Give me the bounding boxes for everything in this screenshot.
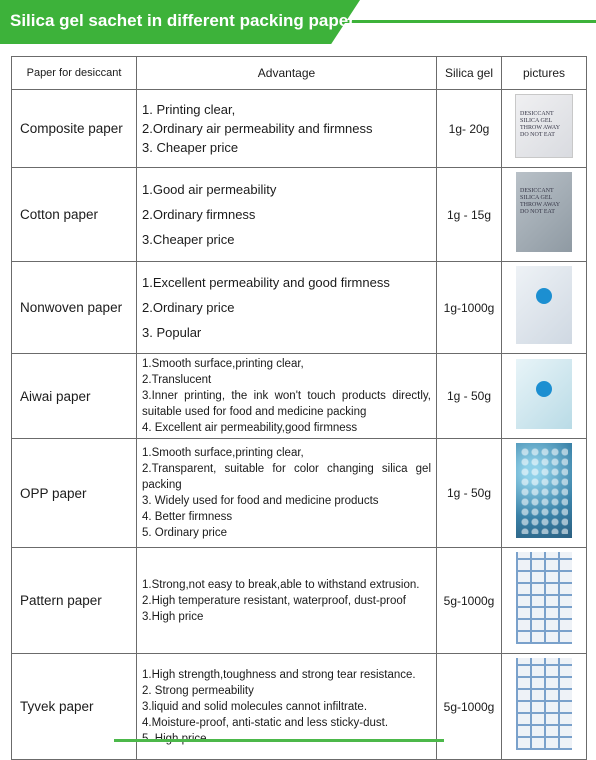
- advantage-item: 1.Smooth surface,printing clear,: [142, 358, 304, 370]
- picture-cell: [502, 262, 587, 354]
- advantage-item: 3.High price: [142, 610, 204, 623]
- sachet-label: DESICCANT SILICA GEL THROW AWAY DO NOT EAT: [520, 188, 561, 215]
- paper-name: OPP paper: [12, 439, 137, 548]
- page-title: Silica gel sachet in different packing paper: [10, 11, 355, 30]
- packing-paper-table: [11, 56, 587, 760]
- advantage-cell: [137, 168, 437, 262]
- table-row: [12, 548, 587, 654]
- print-pattern: [516, 552, 572, 644]
- bottom-green-line: [114, 739, 444, 742]
- silica-gel-range: 1g-1000g: [437, 262, 502, 354]
- advantage-item: 2. Strong permeability: [142, 684, 254, 697]
- advantage-item: 3.Inner printing, the ink won't touch products directly, suitable used for food and medicine packing: [142, 390, 431, 418]
- paper-name: Cotton paper: [12, 168, 137, 262]
- paper-name: Nonwoven paper: [12, 262, 137, 354]
- table-row: [12, 168, 587, 262]
- advantage-item: 5. Ordinary price: [142, 527, 228, 539]
- picture-cell: [502, 548, 587, 654]
- picture-cell: [502, 90, 587, 168]
- paper-name: Composite paper: [12, 90, 137, 168]
- paper-name: Pattern paper: [12, 548, 137, 654]
- silica-beads-pattern: [520, 447, 568, 534]
- cotton-sachet-image: [516, 172, 572, 252]
- advantage-item: 3.liquid and solid molecules cannot infiltrate.: [142, 700, 368, 713]
- advantage-cell: [137, 354, 437, 439]
- picture-cell: [502, 439, 587, 548]
- nonwoven-sachet-image: [516, 266, 572, 344]
- advantage-item: 2.High temperature resistant, waterproof, dust-proof: [142, 594, 406, 607]
- advantage-item: 2.Ordinary price: [142, 300, 235, 315]
- table-row: [12, 262, 587, 354]
- silica-gel-range: 1g - 15g: [437, 168, 502, 262]
- advantage-item: 1.Excellent permeability and good firmness: [142, 275, 390, 290]
- banner-line: [330, 20, 596, 23]
- silica-gel-range: 5g-1000g: [437, 654, 502, 760]
- silica-gel-range: 1g - 50g: [437, 354, 502, 439]
- advantage-item: 3. Cheaper price: [142, 140, 239, 155]
- advantage-item: 3. Popular: [142, 325, 202, 340]
- print-pattern: [516, 658, 572, 750]
- picture-cell: [502, 354, 587, 439]
- advantage-cell: [137, 548, 437, 654]
- table-row: [12, 90, 587, 168]
- advantage-item: 4. Better firmness: [142, 511, 233, 523]
- advantage-item: 4. Excellent air permeability,good firmness: [142, 422, 358, 434]
- brand-logo-icon: [536, 288, 552, 304]
- advantage-item: 1. Printing clear,: [142, 102, 236, 117]
- opp-sachet-image: [516, 443, 572, 538]
- advantage-item: 1.Smooth surface,printing clear,: [142, 447, 304, 459]
- brand-logo-icon: [536, 381, 552, 397]
- advantage-item: 3. Widely used for food and medicine products: [142, 495, 379, 507]
- aiwai-sachet-image: [516, 359, 572, 429]
- silica-gel-range: 1g - 50g: [437, 439, 502, 548]
- advantage-cell: [137, 90, 437, 168]
- advantage-item: 3.Cheaper price: [142, 232, 235, 247]
- paper-name: Tyvek paper: [12, 654, 137, 760]
- silica-gel-range: 5g-1000g: [437, 548, 502, 654]
- header-silica-gel: Silica gel: [437, 57, 502, 90]
- tyvek-sachet-image: [516, 658, 572, 750]
- advantage-item: 1.Strong,not easy to break,able to withstand extrusion.: [142, 578, 420, 591]
- paper-name: Aiwai paper: [12, 354, 137, 439]
- advantage-item: 4.Moisture-proof, anti-static and less sticky-dust.: [142, 716, 389, 729]
- advantage-item: 2.Ordinary air permeability and firmness: [142, 121, 373, 136]
- picture-cell: [502, 168, 587, 262]
- header-advantage: Advantage: [137, 57, 437, 90]
- advantage-item: 1.High strength,toughness and strong tear resistance.: [142, 668, 416, 681]
- table-row: [12, 439, 587, 548]
- advantage-item: 1.Good air permeability: [142, 182, 277, 197]
- header-pictures: pictures: [502, 57, 587, 90]
- sachet-label: DESICCANT SILICA GEL THROW AWAY DO NOT EAT: [520, 111, 561, 138]
- table-row: [12, 354, 587, 439]
- advantage-item: 2.Ordinary firmness: [142, 207, 256, 222]
- advantage-cell: [137, 439, 437, 548]
- advantage-item: 2.Transparent, suitable for color changing silica gel packing: [142, 463, 431, 491]
- title-banner: [0, 0, 596, 44]
- silica-gel-range: 1g- 20g: [437, 90, 502, 168]
- header-paper: Paper for desiccant: [12, 57, 137, 90]
- header-row: [12, 57, 587, 90]
- advantage-item: 2.Translucent: [142, 374, 212, 386]
- advantage-cell: [137, 262, 437, 354]
- pattern-sachet-image: [516, 552, 572, 644]
- composite-sachet-image: [515, 94, 573, 158]
